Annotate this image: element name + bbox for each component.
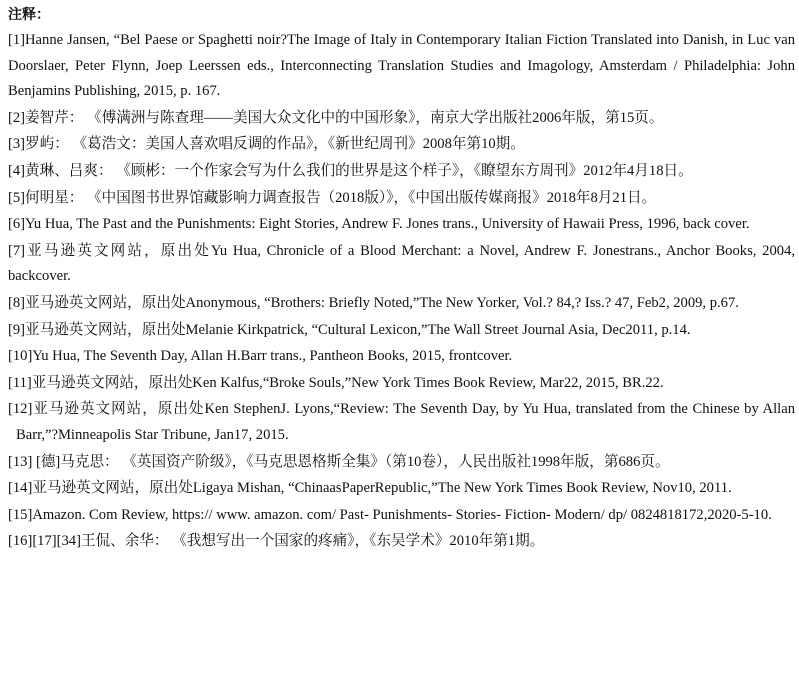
note-item-2: [2]姜智芹： 《傅满洲与陈查理——美国大众文化中的中国形象》，南京大学出版社2006年版，第15页。	[8, 109, 664, 126]
note-item-14: [14]亚马逊英文网站，原出处Ligaya Mishan, “ChinaasPaperRepublic,”The New York Times Book Review, Nov10, 2011.	[8, 480, 732, 497]
notes-heading: 注释：	[8, 7, 50, 23]
note-item-12: [12]亚马逊英文网站，原出处Ken StephenJ. Lyons,“Review: The Seventh Day, by Yu Hua, translated from the Chinese by Allan Barr,”?Minneapolis Star Tribune, Jan17, 2015.	[8, 401, 795, 443]
note-item-13: [13] [德]马克思： 《英国资产阶级》，《马克思恩格斯全集》（第10卷），人民出版社1998年版，第686页。	[8, 453, 670, 470]
note-item-5: [5]何明星： 《中国图书世界馆藏影响力调查报告（2018版）》，《中国出版传媒商报》2018年8月21日。	[8, 189, 657, 206]
note-item-3: [3]罗屿： 《葛浩文：美国人喜欢唱反调的作品》，《新世纪周刊》2008年第10期。	[8, 136, 525, 153]
note-item-8: [8]亚马逊英文网站，原出处Anonymous, “Brothers: Briefly Noted,”The New Yorker, Vol.? 84,? Iss.? 47, Feb2, 2009, p.67.	[8, 294, 739, 311]
note-item-9: [9]亚马逊英文网站，原出处Melanie Kirkpatrick, “Cultural Lexicon,”The Wall Street Journal Asia, Dec2011, p.14.	[8, 321, 691, 338]
note-item-11: [11]亚马逊英文网站，原出处Ken Kalfus,“Broke Souls,”New York Times Book Review, Mar22, 2015, BR.22.	[8, 374, 664, 391]
note-item-4: [4]黄琳、吕爽： 《顾彬：一个作家会写为什么我们的世界是这个样子》，《瞭望东方周刊》2012年4月18日。	[8, 162, 693, 179]
note-item-15: [15]Amazon. Com Review, https:// www. amazon. com/ Past- Punishments- Stories- Fiction- Modern/ dp/ 0824818172,2020-5-10.	[8, 506, 772, 523]
note-item-16: [16][17][34]王侃、余华： 《我想写出一个国家的疼痛》，《东吴学术》2010年第1期。	[8, 533, 545, 550]
notes-list	[8, 28, 795, 555]
note-item-7: [7]亚马逊英文网站，原出处Yu Hua, Chronicle of a Blood Merchant: a Novel, Andrew F. Jonestrans., Anchor Books, 2004, backcover.	[8, 242, 795, 285]
note-item-1: [1]Hanne Jansen, “Bel Paese or Spaghetti noir?The Image of Italy in Contemporary Italian Fiction Translated into Danish, in Luc van Doorslaer, Peter Flynn, Joep Leerssen eds., Interconnecting Translation Studies and Imagology, Amsterdam / Philadelphia: John Benjamins Publishing, 2015, p. 167.	[8, 32, 795, 100]
note-item-10: [10]Yu Hua, The Seventh Day, Allan H.Barr trans., Pantheon Books, 2015, frontcover.	[8, 348, 513, 365]
note-item-6: [6]Yu Hua, The Past and the Punishments: Eight Stories, Andrew F. Jones trans., University of Hawaii Press, 1996, back cover.	[8, 216, 750, 233]
